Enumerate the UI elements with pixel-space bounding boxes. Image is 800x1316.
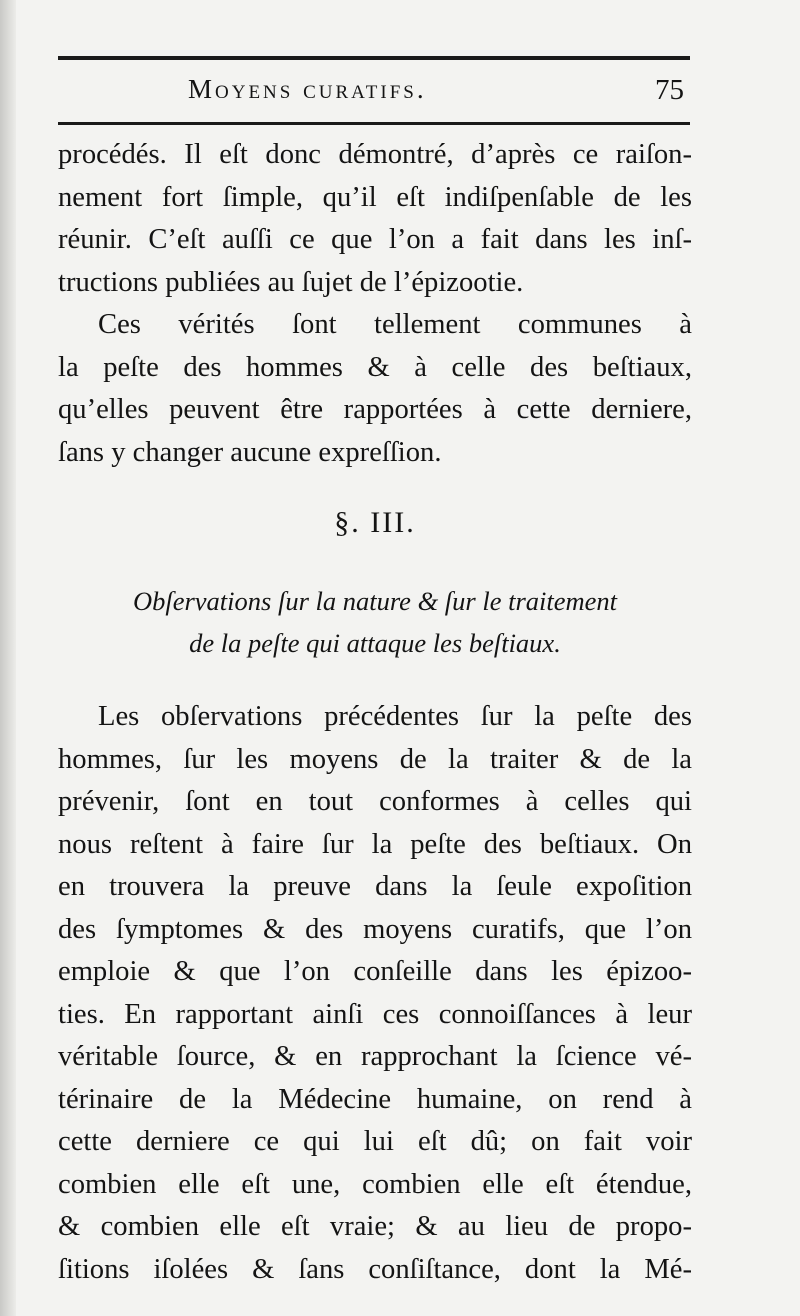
section-heading-line: Obſervations ſur la nature & ſur le traitement	[132, 586, 618, 616]
running-head	[58, 74, 690, 114]
text-block-2	[58, 696, 692, 1291]
text-line: prévenir, ſont en tout conformes à celles qui	[58, 786, 692, 817]
book-page	[58, 48, 692, 1308]
text-block-1	[58, 134, 692, 474]
text-line: nement fort ſimple, qu’il eſt indiſpenſable de les	[58, 181, 692, 213]
text-line: en trouvera la preuve dans la ſeule expoſition	[58, 871, 692, 902]
section-number: §. III.	[334, 506, 416, 539]
text-line: nous reſtent à faire ſur la peſte des beſtiaux. On	[58, 828, 692, 860]
text-line: ſans y changer aucune expreſſion.	[58, 436, 442, 468]
text-line: tructions publiées au ſujet de l’épizootie.	[58, 266, 524, 298]
section-heading	[58, 580, 692, 664]
text-line: ſitions iſolées & ſans conſiſtance, dont la Mé-	[58, 1253, 692, 1285]
header-rule	[58, 122, 690, 125]
section-heading-line: de la peſte qui attaque les beſtiaux.	[189, 628, 561, 658]
running-title: Moyens curatifs.	[188, 74, 427, 104]
text-line: véritable ſource, & en rapprochant la ſcience vé-	[58, 1041, 692, 1072]
text-line: cette derniere ce qui lui eſt dû; on fait voir	[58, 1126, 692, 1157]
text-line: emploie & que l’on conſeille dans les épizoo-	[58, 956, 692, 987]
text-line: procédés. Il eſt donc démontré, d’après ce raiſon-	[58, 139, 692, 170]
text-line: Les obſervations précédentes ſur la peſte des	[98, 701, 692, 732]
page-edge-shadow	[0, 0, 16, 1316]
page-number: 75	[655, 74, 684, 106]
text-line: combien elle eſt une, combien elle eſt étendue,	[58, 1168, 692, 1200]
text-line: des ſymptomes & des moyens curatifs, que l’on	[58, 913, 692, 945]
text-line: hommes, ſur les moyens de la traiter & de la	[58, 743, 692, 775]
text-line: & combien elle eſt vraie; & au lieu de propo-	[58, 1211, 692, 1242]
text-line: Ces vérités ſont tellement communes à	[98, 309, 692, 340]
text-line: ties. En rapportant ainſi ces connoiſſances à leur	[58, 998, 692, 1030]
text-line: la peſte des hommes & à celle des beſtiaux,	[58, 351, 692, 383]
text-line: qu’elles peuvent être rapportées à cette derniere,	[58, 394, 692, 425]
top-rule	[58, 56, 690, 60]
text-line: réunir. C’eſt auſſi ce que l’on a fait dans les inſ-	[58, 224, 692, 255]
text-line: térinaire de la Médecine humaine, on rend à	[58, 1083, 692, 1115]
